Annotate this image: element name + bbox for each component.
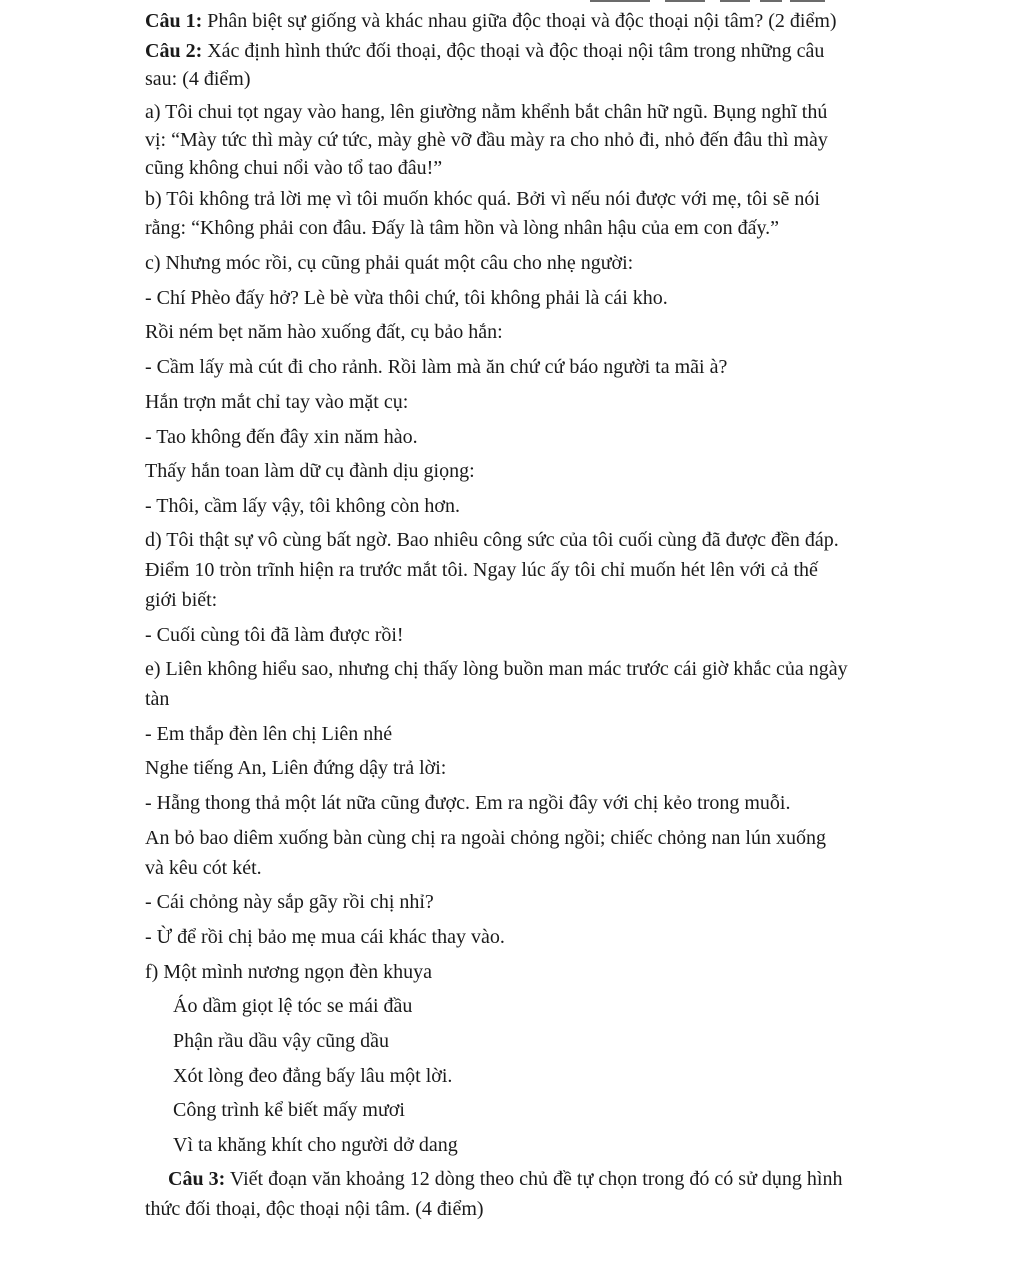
item-e-line: - Cái chỏng này sắp gãy rồi chị nhỉ?	[145, 891, 434, 913]
item-e-line: và kêu cót két.	[145, 857, 262, 879]
item-e-line: Nghe tiếng An, Liên đứng dậy trả lời:	[145, 757, 447, 779]
item-e-line: - Ừ để rồi chị bảo mẹ mua cái khác thay vào.	[145, 926, 505, 948]
item-e-line: - Hẵng thong thả một lát nữa cũng được. Em ra ngồi đây với chị kẻo trong muỗi.	[145, 792, 791, 814]
item-e-line: tàn	[145, 688, 170, 710]
question-3-label: Câu 3:	[168, 1168, 226, 1190]
item-c-line: Rồi ném bẹt năm hào xuống đất, cụ bảo hắn:	[145, 321, 503, 343]
item-c-line: - Tao không đến đây xin năm hào.	[145, 426, 418, 448]
question-2-label: Câu 2:	[145, 40, 203, 62]
item-b-line: b) Tôi không trả lời mẹ vì tôi muốn khóc quá. Bởi vì nếu nói được với mẹ, tôi sẽ nói	[145, 188, 820, 210]
item-a-line: vị: “Mày tức thì mày cứ tức, mày ghè vỡ đầu mày ra cho nhỏ đi, nhỏ đến đâu thì mày	[145, 129, 828, 151]
item-c-line: c) Nhưng móc rồi, cụ cũng phải quát một câu cho nhẹ người:	[145, 252, 634, 274]
item-f-line: f) Một mình nương ngọn đèn khuya	[145, 961, 432, 983]
question-1-text: Phân biệt sự giống và khác nhau giữa độc thoại và độc thoại nội tâm? (2 điểm)	[202, 10, 837, 32]
item-a-line: a) Tôi chui tọt ngay vào hang, lên giường nằm khểnh bắt chân hữ ngũ. Bụng nghĩ thú	[145, 101, 828, 123]
question-2	[145, 37, 824, 65]
item-d-line: d) Tôi thật sự vô cùng bất ngờ. Bao nhiêu công sức của tôi cuối cùng đã được đền đáp.	[145, 529, 839, 551]
question-2-text: Xác định hình thức đối thoại, độc thoại và độc thoại nội tâm trong những câu	[202, 40, 825, 62]
poem-line: Công trình kể biết mấy mươi	[173, 1099, 405, 1121]
item-d-line: - Cuối cùng tôi đã làm được rồi!	[145, 624, 404, 646]
item-d-line: Điểm 10 tròn trĩnh hiện ra trước mắt tôi. Ngay lúc ấy tôi chỉ muốn hét lên với cả thế	[145, 559, 818, 581]
item-b-line: rằng: “Không phải con đâu. Đấy là tâm hồn và lòng nhân hậu của em con đấy.”	[145, 217, 780, 239]
question-1	[145, 7, 837, 35]
question-2-line-2: sau: (4 điểm)	[145, 68, 251, 90]
item-e-line: e) Liên không hiểu sao, nhưng chị thấy lòng buồn man mác trước cái giờ khắc của ngày	[145, 658, 848, 680]
question-3	[168, 1165, 842, 1193]
question-3-text: Viết đoạn văn khoảng 12 dòng theo chủ đề tự chọn trong đó có sử dụng hình	[225, 1168, 843, 1190]
item-c-line: - Cầm lấy mà cút đi cho rảnh. Rồi làm mà ăn chứ cứ báo người ta mãi à?	[145, 356, 728, 378]
poem-line: Phận rầu dầu vậy cũng dầu	[173, 1030, 390, 1052]
poem-line: Xót lòng đeo đẳng bấy lâu một lời.	[173, 1065, 453, 1087]
item-c-line: Hắn trợn mắt chỉ tay vào mặt cụ:	[145, 391, 409, 413]
item-c-line: Thấy hắn toan làm dữ cụ đành dịu giọng:	[145, 460, 475, 482]
question-3-line-2: thức đối thoại, độc thoại nội tâm. (4 điểm)	[145, 1198, 484, 1220]
item-c-line: - Thôi, cầm lấy vậy, tôi không còn hơn.	[145, 495, 460, 517]
poem-line: Áo dầm giọt lệ tóc se mái đầu	[173, 995, 413, 1017]
item-e-line: - Em thắp đèn lên chị Liên nhé	[145, 723, 393, 745]
item-c-line: - Chí Phèo đấy hở? Lè bè vừa thôi chứ, tôi không phải là cái kho.	[145, 287, 668, 309]
scan-edge-marks	[0, 0, 1024, 4]
item-a-line: cũng không chui nổi vào tổ tao đâu!”	[145, 157, 443, 179]
question-1-label: Câu 1:	[145, 10, 203, 32]
poem-line: Vì ta khăng khít cho người dở dang	[173, 1134, 458, 1156]
item-d-line: giới biết:	[145, 589, 218, 611]
item-e-line: An bỏ bao diêm xuống bàn cùng chị ra ngoài chỏng ngồi; chiếc chỏng nan lún xuống	[145, 827, 826, 849]
